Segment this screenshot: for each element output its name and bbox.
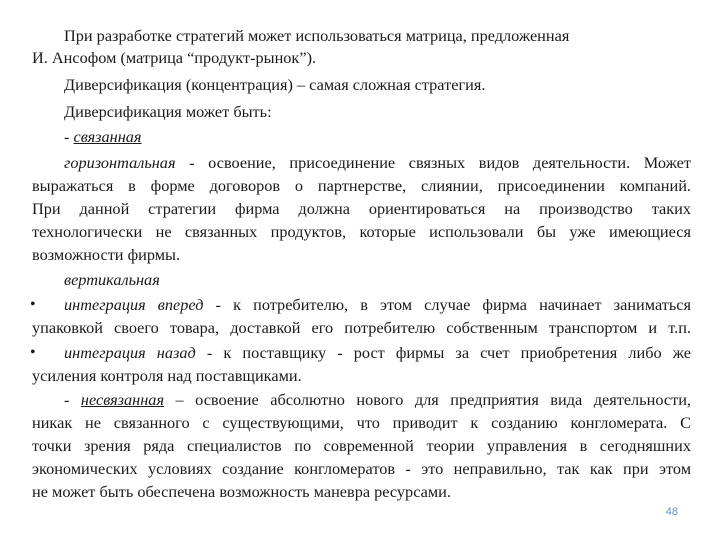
paragraph-line: При разработке стратегий может использоваться матрица, предложенная bbox=[64, 26, 570, 45]
paragraph-line: технологически не связанных продуктов, которые использовали бы уже имеющиеся bbox=[32, 222, 691, 241]
paragraph-line: упаковкой своего товара, доставкой его потребителю собственным транспортом и т.п. bbox=[32, 318, 691, 337]
paragraph-line: точки зрения ряда специалистов по современной теории управления в сегодняшних bbox=[32, 436, 691, 455]
forward-definition: - к потребителю, в этом случае фирма начинает заниматься bbox=[203, 295, 692, 314]
horizontal-term: горизонтальная bbox=[64, 153, 176, 172]
page-number: 48 bbox=[665, 506, 678, 518]
unrelated-term: несвязанная bbox=[80, 390, 165, 409]
dash: - bbox=[64, 390, 81, 409]
vertical-term: вертикальная bbox=[64, 270, 160, 289]
related-item bbox=[64, 127, 691, 147]
bullet-icon: • bbox=[30, 344, 36, 361]
forward-item bbox=[64, 295, 691, 315]
bullet-icon: • bbox=[30, 296, 36, 313]
backward-term: интеграция назад bbox=[64, 343, 196, 362]
paragraph-line: не может быть обеспечена возможность маневра ресурсами. bbox=[32, 482, 451, 501]
paragraph-line: выражаться в форме договоров о партнерстве, слиянии, присоединении компаний. bbox=[32, 176, 691, 195]
horizontal-item bbox=[64, 153, 691, 173]
paragraph-line: усиления контроля над поставщиками. bbox=[32, 366, 302, 385]
unrelated-item bbox=[64, 390, 691, 410]
dash: - bbox=[64, 127, 74, 146]
paragraph-line: При данной стратегии фирма должна ориентироваться на производство таких bbox=[32, 199, 691, 218]
backward-definition: - к поставщику - рост фирмы за счет приобретения либо же bbox=[195, 343, 691, 362]
forward-term: интеграция вперед bbox=[64, 295, 204, 314]
paragraph-line: возможности фирмы. bbox=[32, 245, 181, 264]
related-term: связанная bbox=[73, 127, 142, 146]
paragraph-line: Диверсификация (концентрация) – самая сложная стратегия. bbox=[64, 75, 486, 94]
paragraph-line: никак не связанного с существующими, что приводит к созданию конгломерата. С bbox=[32, 413, 691, 432]
paragraph-line: И. Ансофом (матрица “продукт-рынок”). bbox=[32, 48, 317, 67]
unrelated-definition: – освоение абсолютно нового для предприятия вида деятельности, bbox=[164, 390, 691, 409]
backward-item bbox=[64, 343, 691, 363]
paragraph-line: Диверсификация может быть: bbox=[64, 102, 272, 121]
horizontal-definition: - освоение, присоединение связных видов деятельности. Может bbox=[175, 153, 691, 172]
paragraph-line: экономических условиях создание конгломератов - это неправильно, так как при этом bbox=[32, 459, 691, 478]
